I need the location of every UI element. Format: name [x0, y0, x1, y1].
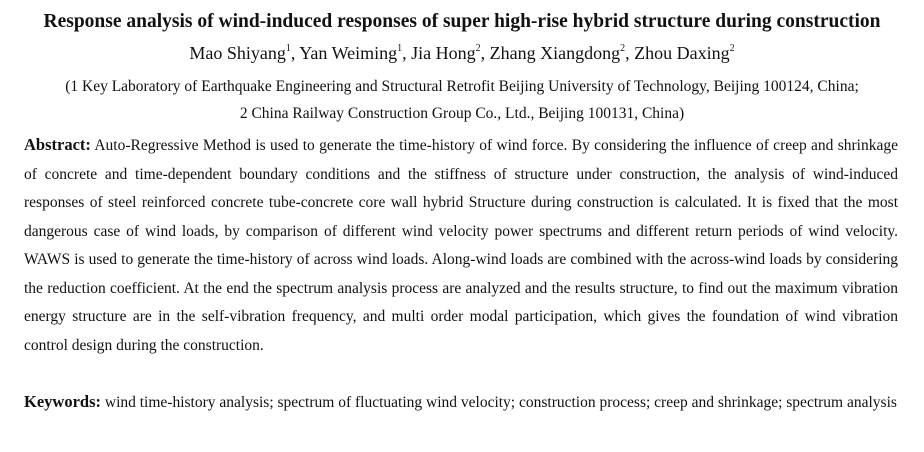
affiliation-mark: 2 [620, 43, 626, 54]
author-name: Zhang Xiangdong [489, 43, 621, 63]
author-name: Yan Weiming [299, 43, 398, 63]
abstract-text: Auto-Regressive Method is used to generate the time-history of wind force. By considering the influence of creep and shrinkage of concrete and time-dependent boundary conditions and the stiffness of structure under construction, the analysis of wind-induced responses of steel reinforced concrete tube-concrete core wall hybrid Structure during construction is calculated. It is fixed that the most dangerous case of wind loads, by comparison of different wind velocity power spectrums and different return periods of wind velocity. WAWS is used to generate the time-history of across wind loads. Along-wind loads are combined with the across-wind loads by considering the reduction coefficient. At the end the spectrum analysis process are analyzed and the results structure, to find out the maximum vibration energy structure are in the self-vibration frequency, and multi order modal participation, which gives the foundation of wind vibration control design during the construction. [24, 137, 898, 354]
paper-title: Response analysis of wind-induced responses of super high-rise hybrid structure during construction [43, 11, 881, 32]
author-separator: , [625, 43, 635, 63]
affiliation-mark: 2 [475, 43, 481, 54]
affiliation-1: (1 Key Laboratory of Earthquake Engineering and Structural Retrofit Beijing University of Technology, Beijing 100124, China; [65, 78, 859, 95]
abstract [24, 131, 898, 360]
keywords [24, 388, 898, 418]
author-name: Jia Hong [411, 43, 476, 63]
affiliation-mark: 1 [397, 43, 403, 54]
author-separator: , [480, 43, 490, 63]
author [411, 43, 490, 63]
affiliation-mark: 1 [285, 43, 291, 54]
author-list [0, 40, 924, 66]
keywords-label: Keywords: [24, 392, 101, 411]
author-name: Mao Shiyang [189, 43, 286, 63]
abstract-label: Abstract: [24, 135, 91, 154]
keywords-text: wind time-history analysis; spectrum of fluctuating wind velocity; construction process; creep and shrinkage; spectrum analysis [101, 394, 897, 411]
author [634, 43, 734, 63]
author [299, 43, 411, 63]
affiliation-2: 2 China Railway Construction Group Co., Ltd., Beijing 100131, China) [239, 105, 685, 122]
author [490, 43, 634, 63]
author-separator: , [290, 43, 300, 63]
author [189, 43, 299, 63]
affiliation-mark: 2 [729, 43, 735, 54]
author-separator: , [402, 43, 412, 63]
author-name: Zhou Daxing [634, 43, 730, 63]
